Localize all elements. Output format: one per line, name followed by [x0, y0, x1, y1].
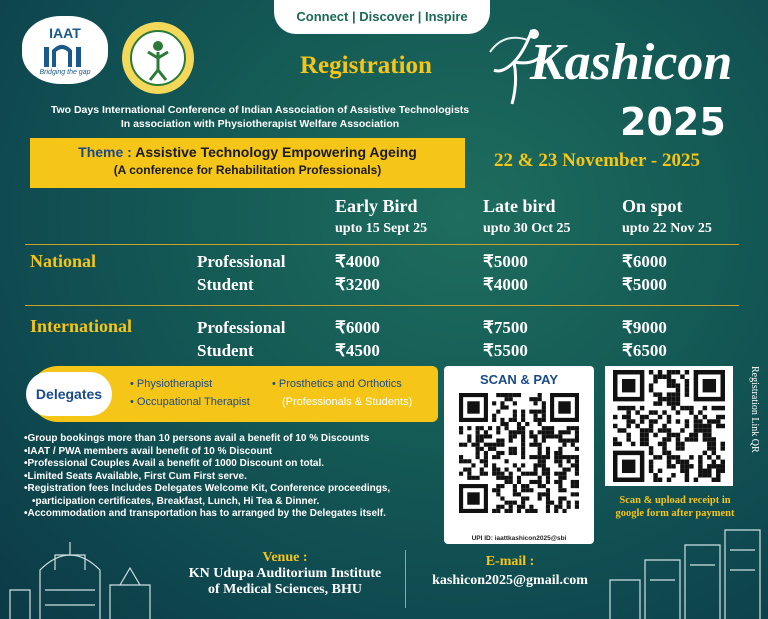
venue-line-1: KN Udupa Auditorium Institute — [188, 566, 382, 581]
delegate-item: • Prosthetics and Orthotics — [272, 378, 402, 390]
fee-column-late — [483, 196, 571, 237]
conference-dates: 22 & 23 November - 2025 — [494, 150, 700, 171]
note-item: • Limited Seats Available, First Cum First serve. — [24, 471, 444, 484]
registration-qr-side-label: Registration Link QR — [749, 366, 760, 453]
category-student: Student — [197, 341, 254, 360]
registration-qr-side-label-wrap — [746, 366, 760, 486]
fee-value: ₹4000 — [335, 252, 380, 271]
iaat-emblem-icon — [40, 41, 86, 69]
delegate-note: (Professionals & Students) — [282, 396, 413, 408]
fee-value: ₹3200 — [335, 275, 380, 294]
column-title: Late bird — [483, 196, 556, 216]
iaat-logo-text: IAAT — [49, 24, 81, 41]
theme-box — [30, 138, 465, 188]
iaat-logo — [22, 16, 108, 84]
column-deadline: upto 22 Nov 25 — [622, 221, 712, 236]
fee-value: ₹6000 — [622, 252, 667, 271]
venue-label: Venue : — [262, 550, 308, 565]
note-item: • Group bookings more than 10 persons avail a benefit of 10 % Discounts — [24, 433, 444, 446]
iaat-logo-tagline: Bridging the gap — [39, 68, 91, 76]
theme-title: Assistive Technology Empowering Ageing — [135, 144, 417, 160]
fee-column-early — [335, 196, 427, 237]
column-title: Early Bird — [335, 196, 418, 216]
registration-qr-caption: Scan & upload receipt in google form after payment — [615, 495, 735, 519]
region-international: International — [30, 316, 133, 336]
region-national: National — [30, 251, 97, 271]
category-professional: Professional — [197, 252, 286, 271]
tagline: Connect | Discover | Inspire — [274, 0, 490, 34]
fee-late-international — [483, 316, 528, 362]
intro-line-1: Two Days International Conference of Indian Association of Assistive Technologists — [50, 104, 470, 116]
column-deadline: upto 30 Oct 25 — [483, 221, 571, 236]
brand-year: 2025 — [620, 100, 726, 144]
fee-spot-national — [622, 250, 667, 296]
pwa-emblem-icon — [128, 28, 188, 88]
fee-early-international — [335, 316, 380, 362]
table-divider — [25, 244, 739, 245]
registration-title: Registration — [300, 52, 432, 79]
delegate-item: • Occupational Therapist — [130, 396, 250, 408]
category-student: Student — [197, 275, 254, 294]
ghat-skyline-icon — [600, 520, 768, 619]
category-professional: Professional — [197, 318, 286, 337]
scan-pay-title: SCAN & PAY — [479, 372, 559, 387]
fee-early-national — [335, 250, 380, 296]
notes-list — [24, 433, 444, 521]
fee-value: ₹5000 — [483, 252, 528, 271]
delegate-item: • Physiotherapist — [130, 378, 213, 390]
fee-value: ₹6000 — [335, 318, 380, 337]
note-item-continued: • participation certificates, Breakfast, Lunch, Hi Tea & Dinner. — [24, 496, 444, 509]
email-block — [415, 554, 605, 589]
fee-value: ₹5000 — [622, 275, 667, 294]
email-label: E-mail : — [485, 554, 535, 569]
fee-value: ₹9000 — [622, 318, 667, 337]
table-divider — [25, 305, 739, 306]
fee-late-national — [483, 250, 528, 296]
temple-skyline-icon — [0, 530, 180, 619]
brand-name: Kashicon — [530, 34, 733, 91]
fee-value: ₹7500 — [483, 318, 528, 337]
note-item: • Registration fees Includes Delegates Welcome Kit, Conference proceedings, — [24, 483, 444, 496]
pwa-logo — [122, 22, 194, 94]
payment-qr-code[interactable] — [459, 393, 579, 513]
scan-pay-card — [444, 366, 594, 544]
fee-value: ₹4500 — [335, 341, 380, 360]
note-item: • IAAT / PWA members avail benefit of 10 % Discount — [24, 446, 444, 459]
theme-heading — [30, 144, 465, 160]
column-deadline: upto 15 Sept 25 — [335, 221, 428, 236]
delegates-label: Delegates — [26, 372, 112, 416]
fee-spot-international — [622, 316, 667, 362]
theme-label: Theme : — [78, 144, 136, 160]
note-item: • Accommodation and transportation has to arranged by the Delegates itself. — [24, 508, 444, 521]
intro — [0, 104, 768, 134]
fee-column-spot — [622, 196, 712, 237]
registration-qr-code[interactable] — [613, 370, 725, 482]
registration-qr-card — [605, 366, 733, 486]
column-title: On spot — [622, 196, 683, 216]
upi-id: UPI ID: iaattkashicon2025@sbi — [471, 535, 567, 542]
fee-value: ₹6500 — [622, 341, 667, 360]
intro-line-2: In association with Physiotherapist Welfare Association — [120, 118, 400, 130]
email-address[interactable]: kashicon2025@gmail.com — [432, 573, 588, 588]
theme-subtitle: (A conference for Rehabilitation Professionals) — [113, 163, 382, 177]
category-list — [197, 250, 285, 296]
venue-line-2: of Medical Sciences, BHU — [208, 582, 362, 597]
footer-divider — [405, 550, 406, 608]
fee-value: ₹5500 — [483, 341, 528, 360]
fee-value: ₹4000 — [483, 275, 528, 294]
venue-block — [170, 550, 400, 598]
note-item: • Professional Couples Avail a benefit of 1000 Discount on total. — [24, 458, 444, 471]
category-list — [197, 316, 285, 362]
